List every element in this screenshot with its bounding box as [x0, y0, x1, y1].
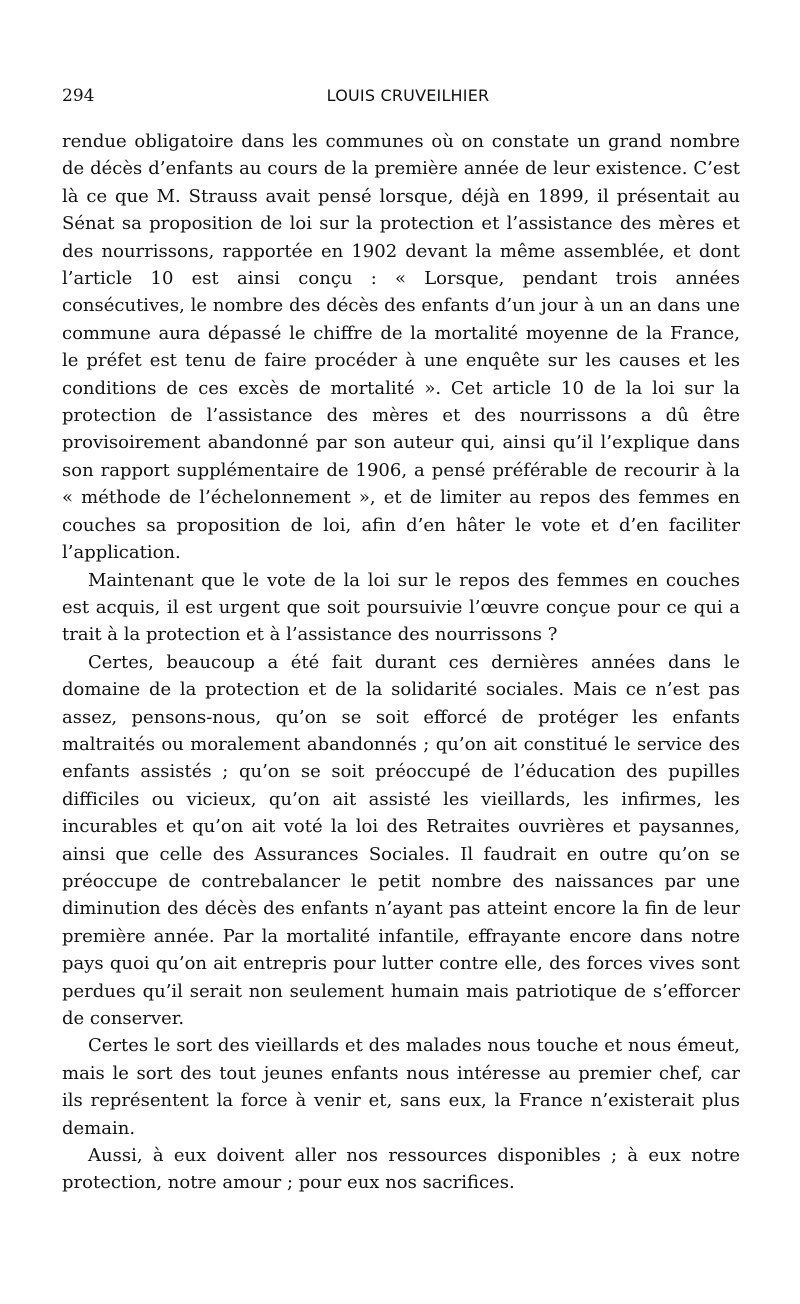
- paragraph-2: Maintenant que le vote de la loi sur le repos des femmes en couches est acquis, il est urgent que soit poursuivie l’œuvre conçue pour ce qui a trait à la protection et à l’assistance des nourrissons ?: [62, 569, 740, 646]
- running-head: [62, 86, 740, 112]
- page-number: 294: [62, 86, 95, 106]
- running-title: LOUIS CRUVEILHIER: [326, 86, 490, 105]
- paragraph-4: Certes le sort des vieillards et des malades nous touche et nous émeut, mais le sort des tout jeunes enfants nous intéresse au premier chef, car ils représentent la force à venir et, sans eux, la France n’existerait plus demain.: [62, 1035, 740, 1139]
- paragraph-5: Aussi, à eux doivent aller nos ressources disponibles ; à eux notre protection, notre amour ; pour eux nos sacrifices.: [62, 1145, 740, 1194]
- paragraph-1: rendue obligatoire dans les communes où on constate un grand nombre de décès d’enfants au cours de la première année de leur existence. C’est là ce que M. Strauss avait pensé lorsque, déjà en 1899, il présentait au Sénat sa proposition de loi sur la protection et l’assistance des mères et des nourrissons, rapportée en 1902 devant la même assemblée, et dont l’article 10 est ainsi conçu : « Lorsque, pendant trois années consécutives, le nombre des décès des enfants d’un jour à un an dans une commune aura dépassé le chiffre de la mortalité moyenne de la France, le préfet est tenu de faire procéder à une enquête sur les causes et les conditions de ces excès de mortalité ». Cet article 10 de la loi sur la protection de l’assistance des mères et des nourrissons a dû être provisoirement abandonné par son auteur qui, ainsi qu’il l’explique dans son rapport supplémentaire de 1906, a pensé préférable de recourir à la « méthode de l’échelonnement », et de limiter au repos des femmes en couches sa proposition de loi, afin d’en hâter le vote et d’en faciliter l’application.: [62, 131, 740, 564]
- body-text: [62, 128, 740, 1197]
- paragraph-3: Certes, beaucoup a été fait durant ces dernières années dans le domaine de la protection et de la solidarité sociales. Mais ce n’est pas assez, pensons-nous, qu’on se soit efforcé de protéger les enfants maltraités ou moralement abandonnés ; qu’on ait constitué le service des enfants assistés ; qu’on se soit préoccupé de l’éducation des pupilles difficiles ou vicieux, qu’on ait assisté les vieillards, les infirmes, les incurables et qu’on ait voté la loi des Retraites ouvrières et paysannes, ainsi que celle des Assurances Sociales. Il faudrait en outre qu’on se préoccupe de contrebalancer le petit nombre des naissances par une diminution des décès des enfants n’ayant pas atteint encore la fin de leur première année. Par la mortalité infantile, effrayante encore dans notre pays quoi qu’on ait entrepris pour lutter contre elle, des forces vives sont perdues qu’il serait non seulement humain mais patriotique de s’efforcer de conserver.: [62, 651, 740, 1029]
